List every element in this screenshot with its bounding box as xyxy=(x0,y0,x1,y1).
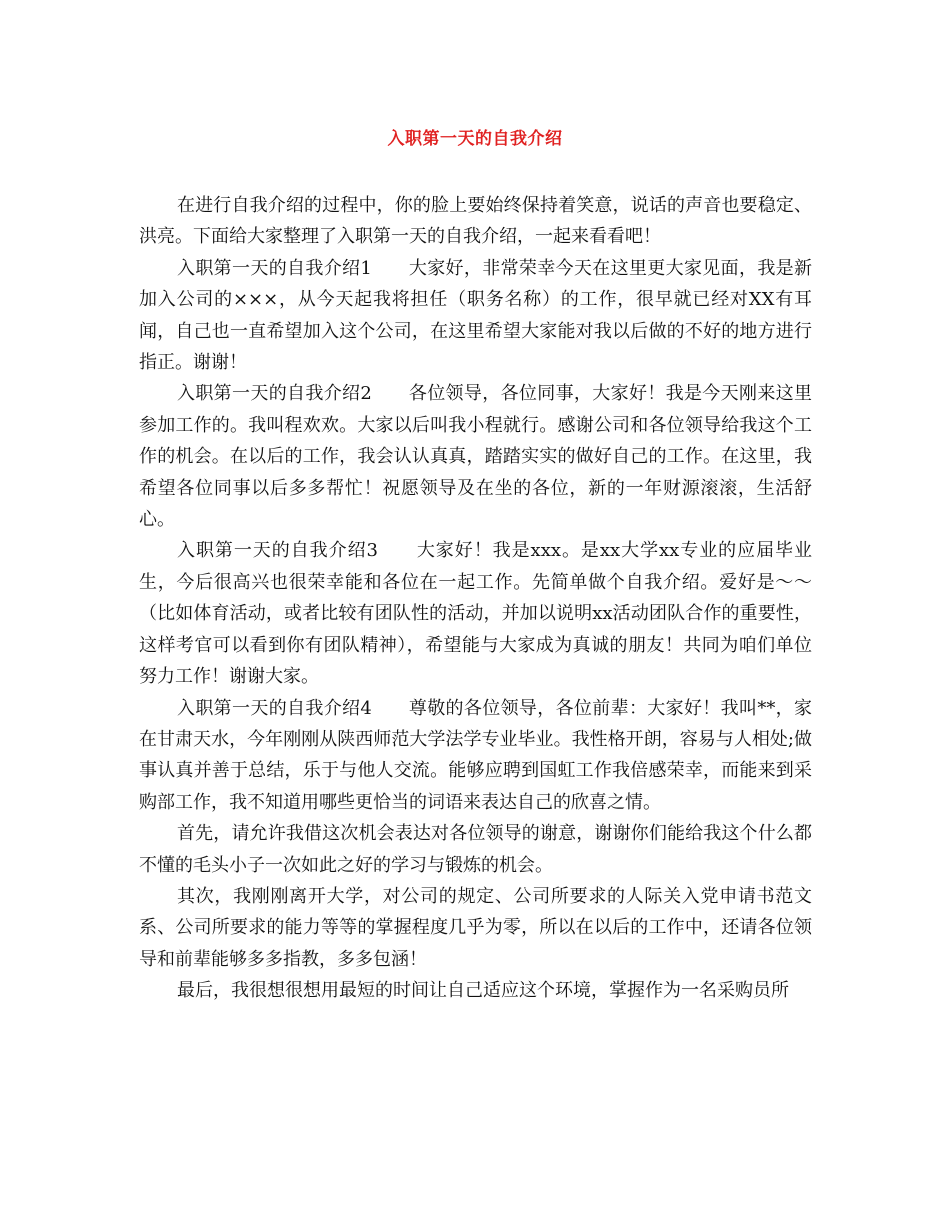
paragraph-intro: 在进行自我介绍的过程中，你的脸上要始终保持着笑意，说话的声音也要稳定、洪亮。下面给大家整理了入职第一天的自我介绍，一起来看看吧！ xyxy=(139,195,812,248)
document-body xyxy=(139,190,812,1007)
paragraph-intro-2: 入职第一天的自我介绍2 各位领导，各位同事，大家好！我是今天刚来这里参加工作的。我叫程欢欢。大家以后叫我小程就行。感谢公司和各位领导给我这个工作的机会。在以后的工作，我会认认真真，踏踏实实的做好自己的工作。在这里，我希望各位同事以后多多帮忙！祝愿领导及在坐的各位，新的一年财源滚滚，生活舒心。 xyxy=(139,383,812,531)
paragraph-intro-4: 入职第一天的自我介绍4 尊敬的各位领导，各位前辈：大家好！我叫**，家在甘肃天水，今年刚刚从陕西师范大学法学专业毕业。我性格开朗，容易与人相处;做事认真并善于总结，乐于与他人交流。能够应聘到国虹工作我倍感荣幸，而能来到采购部工作，我不知道用哪些更恰当的词语来表达自己的欣喜之情。 xyxy=(139,697,812,813)
paragraph-intro-3: 入职第一天的自我介绍3 大家好！我是xxx。是xx大学xx专业的应届毕业生，今后很高兴也很荣幸能和各位在一起工作。先简单做个自我介绍。爱好是～～（比如体育活动，或者比较有团队性的活动，并加以说明xx活动团队合作的重要性，这样考官可以看到你有团队精神），希望能与大家成为真诚的朋友！共同为咱们单位努力工作！谢谢大家。 xyxy=(139,540,812,688)
document-title: 入职第一天的自我介绍 xyxy=(387,129,563,149)
paragraph-intro-1: 入职第一天的自我介绍1 大家好，非常荣幸今天在这里更大家见面，我是新加入公司的×××，从今天起我将担任（职务名称）的工作，很早就已经对XX有耳闻，自己也一直希望加入这个公司，在这里希望大家能对我以后做的不好的地方进行指正。谢谢！ xyxy=(139,257,812,374)
paragraph-last: 最后，我很想很想用最短的时间让自己适应这个环境，掌握作为一名采购员所 xyxy=(177,980,789,1002)
paragraph-second: 其次，我刚刚离开大学，对公司的规定、公司所要求的人际关入党申请书范文系、公司所要求的能力等等的掌握程度几乎为零，所以在以后的工作中，还请各位领导和前辈能够多多指教，多多包涵！ xyxy=(139,885,812,970)
paragraph-first: 首先，请允许我借这次机会表达对各位领导的谢意，谢谢你们能给我这个什么都不懂的毛头小子一次如此之好的学习与锻炼的机会。 xyxy=(139,823,812,876)
